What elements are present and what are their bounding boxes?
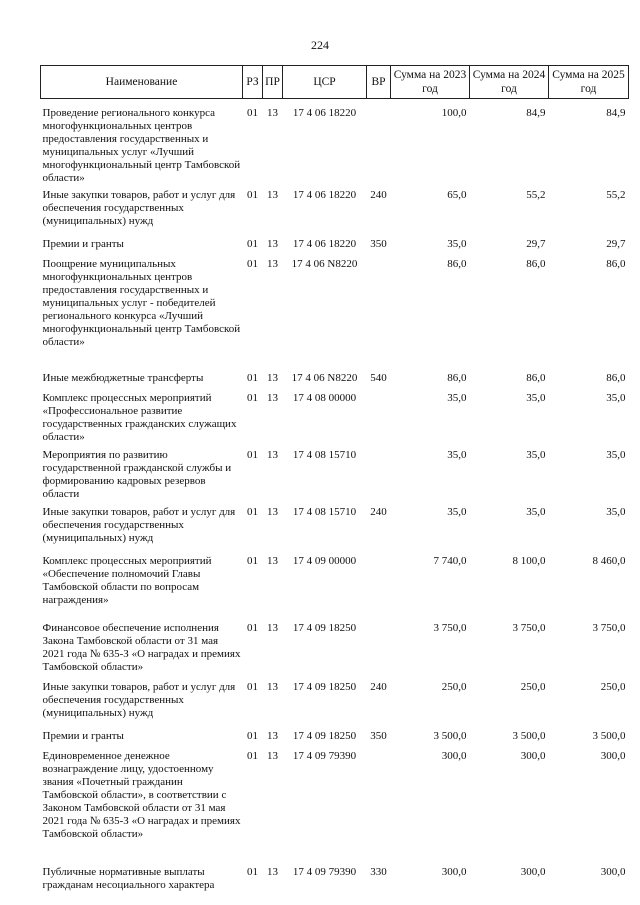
row-pr: 13 [267, 622, 278, 634]
row-vr [367, 555, 391, 622]
row-sum-2024: 35,0 [526, 449, 546, 461]
row-sum-2023: 250,0 [441, 681, 467, 693]
row-sum-2023: 100,0 [441, 107, 467, 119]
row-vr: 540 [370, 372, 387, 384]
row-name: Поощрение муниципальных многофункциональных центров предоставления государственных и муниципальных услуг - победителей регионального конкурса «Лучший многофункциональный центр Тамбовской области» [42, 258, 241, 348]
row-sum-2025: 29,7 [606, 238, 626, 250]
row-csr: 17 4 06 18220 [292, 238, 357, 250]
row-pr: 13 [267, 372, 278, 384]
row-pr: 13 [267, 189, 278, 201]
row-pr: 13 [267, 449, 278, 461]
row-rz: 01 [247, 750, 258, 762]
row-name: Публичные нормативные выплаты гражданам несоциального характера [42, 866, 215, 891]
row-sum-2024: 35,0 [526, 392, 546, 404]
row-rz: 01 [247, 372, 258, 384]
row-pr: 13 [267, 730, 278, 742]
row-sum-2024: 300,0 [520, 866, 546, 878]
row-sum-2023: 86,0 [447, 372, 467, 384]
row-sum-2023: 35,0 [447, 392, 467, 404]
header-rz: РЗ [243, 66, 263, 99]
row-rz: 01 [247, 449, 258, 461]
row-sum-2025: 86,0 [606, 258, 626, 270]
row-sum-2024: 250,0 [520, 681, 546, 693]
row-csr: 17 4 09 18250 [292, 681, 357, 693]
row-sum-2023: 3 500,0 [433, 730, 467, 742]
row-csr: 17 4 06 18220 [292, 189, 357, 201]
row-vr [367, 449, 391, 506]
row-vr: 240 [370, 506, 387, 518]
row-name: Иные закупки товаров, работ и услуг для обеспечения государственных (муниципальных) нужд [42, 506, 236, 544]
table-row [41, 506, 629, 555]
row-sum-2023: 35,0 [447, 449, 467, 461]
row-csr: 17 4 08 15710 [292, 449, 357, 461]
row-pr: 13 [267, 258, 278, 270]
row-sum-2023: 65,0 [447, 189, 467, 201]
row-sum-2023: 7 740,0 [433, 555, 467, 567]
row-sum-2024: 29,7 [526, 238, 546, 250]
row-rz: 01 [247, 622, 258, 634]
row-csr: 17 4 08 15710 [292, 506, 357, 518]
table-row [41, 189, 629, 238]
table-row [41, 750, 629, 866]
row-pr: 13 [267, 866, 278, 878]
row-csr: 17 4 09 00000 [292, 555, 357, 567]
row-vr: 350 [370, 238, 387, 250]
row-sum-2024: 3 500,0 [512, 730, 546, 742]
row-csr: 17 4 06 18220 [292, 107, 357, 119]
row-rz: 01 [247, 189, 258, 201]
row-sum-2024: 84,9 [526, 107, 546, 119]
budget-table [40, 65, 629, 902]
row-sum-2025: 3 750,0 [592, 622, 626, 634]
row-sum-2025: 55,2 [606, 189, 626, 201]
table-header-row [41, 66, 629, 99]
row-pr: 13 [267, 555, 278, 567]
row-sum-2025: 86,0 [606, 372, 626, 384]
table-row [41, 449, 629, 506]
table-body [41, 107, 629, 902]
row-rz: 01 [247, 681, 258, 693]
row-name: Иные закупки товаров, работ и услуг для обеспечения государственных (муниципальных) нужд [42, 189, 236, 227]
row-sum-2025: 35,0 [606, 506, 626, 518]
row-sum-2025: 300,0 [600, 866, 626, 878]
table-row [41, 258, 629, 372]
row-sum-2025: 3 500,0 [592, 730, 626, 742]
row-sum-2025: 300,0 [600, 750, 626, 762]
table-row [41, 372, 629, 392]
table-row [41, 730, 629, 750]
row-pr: 13 [267, 107, 278, 119]
row-sum-2023: 300,0 [441, 750, 467, 762]
row-name: Финансовое обеспечение исполнения Закона Тамбовской области от 31 мая 2021 года № 635-З «О наградах и премиях Тамбовской области» [42, 622, 241, 673]
row-name: Премии и гранты [42, 238, 124, 250]
row-rz: 01 [247, 866, 258, 878]
table-row [41, 555, 629, 622]
row-sum-2023: 35,0 [447, 238, 467, 250]
row-name: Проведение регионального конкурса многофункциональных центров предоставления государственных и муниципальных услуг «Лучший многофункциональный центр Тамбовской области» [42, 107, 241, 184]
header-vr: ВР [367, 66, 391, 99]
row-sum-2024: 86,0 [526, 372, 546, 384]
row-sum-2025: 35,0 [606, 392, 626, 404]
row-sum-2024: 55,2 [526, 189, 546, 201]
row-sum-2024: 8 100,0 [512, 555, 546, 567]
row-rz: 01 [247, 730, 258, 742]
row-csr: 17 4 09 18250 [292, 622, 357, 634]
row-rz: 01 [247, 392, 258, 404]
row-pr: 13 [267, 506, 278, 518]
row-rz: 01 [247, 555, 258, 567]
row-csr: 17 4 08 00000 [292, 392, 357, 404]
row-sum-2025: 250,0 [600, 681, 626, 693]
row-name: Иные межбюджетные трансферты [42, 372, 204, 384]
row-vr [367, 258, 391, 372]
row-sum-2025: 84,9 [606, 107, 626, 119]
row-name: Иные закупки товаров, работ и услуг для обеспечения государственных (муниципальных) нужд [42, 681, 236, 719]
row-rz: 01 [247, 506, 258, 518]
row-pr: 13 [267, 392, 278, 404]
row-vr: 330 [370, 866, 387, 878]
row-sum-2024: 86,0 [526, 258, 546, 270]
header-name: Наименование [41, 66, 243, 99]
row-sum-2024: 300,0 [520, 750, 546, 762]
header-sum-2024: Сумма на 2024 год [470, 66, 549, 99]
row-csr: 17 4 09 79390 [292, 866, 357, 878]
row-csr: 17 4 06 N8220 [291, 258, 358, 270]
row-rz: 01 [247, 107, 258, 119]
row-vr [367, 392, 391, 449]
table-row [41, 681, 629, 730]
row-sum-2024: 35,0 [526, 506, 546, 518]
table-row [41, 622, 629, 681]
table-row [41, 392, 629, 449]
row-rz: 01 [247, 258, 258, 270]
row-vr: 240 [370, 189, 387, 201]
table-row [41, 238, 629, 258]
row-pr: 13 [267, 750, 278, 762]
header-sum-2023: Сумма на 2023 год [391, 66, 470, 99]
row-name: Комплекс процессных мероприятий «Профессиональное развитие государственных гражданских служащих области» [42, 392, 237, 443]
page-number: 224 [311, 38, 329, 52]
table-row [41, 866, 629, 902]
row-pr: 13 [267, 238, 278, 250]
row-pr: 13 [267, 681, 278, 693]
row-vr [367, 750, 391, 866]
row-sum-2024: 3 750,0 [512, 622, 546, 634]
row-csr: 17 4 06 N8220 [291, 372, 358, 384]
row-vr: 350 [370, 730, 387, 742]
header-pr: ПР [263, 66, 283, 99]
row-csr: 17 4 09 79390 [292, 750, 357, 762]
row-sum-2025: 35,0 [606, 449, 626, 461]
row-name: Комплекс процессных мероприятий «Обеспечение полномочий Главы Тамбовской области по вопросам награждения» [42, 555, 212, 606]
row-name: Премии и гранты [42, 730, 124, 742]
row-sum-2023: 86,0 [447, 258, 467, 270]
header-sum-2025: Сумма на 2025 год [549, 66, 629, 99]
row-sum-2023: 300,0 [441, 866, 467, 878]
row-sum-2023: 3 750,0 [433, 622, 467, 634]
row-csr: 17 4 09 18250 [292, 730, 357, 742]
row-vr [367, 107, 391, 189]
row-name: Единовременное денежное вознаграждение лицу, удостоенному звания «Почетный гражданин Тамбовской области», в соответствии с Законом Тамбовской области от 31 мая 2021 года № 635-З «О наградах и премиях Тамбовской области» [42, 750, 241, 840]
row-vr [367, 622, 391, 681]
row-sum-2025: 8 460,0 [592, 555, 626, 567]
row-sum-2023: 35,0 [447, 506, 467, 518]
header-csr: ЦСР [283, 66, 367, 99]
row-vr: 240 [370, 681, 387, 693]
row-name: Мероприятия по развитию государственной гражданской службы и формированию кадровых резервов области [42, 449, 232, 500]
row-rz: 01 [247, 238, 258, 250]
table-row [41, 107, 629, 189]
